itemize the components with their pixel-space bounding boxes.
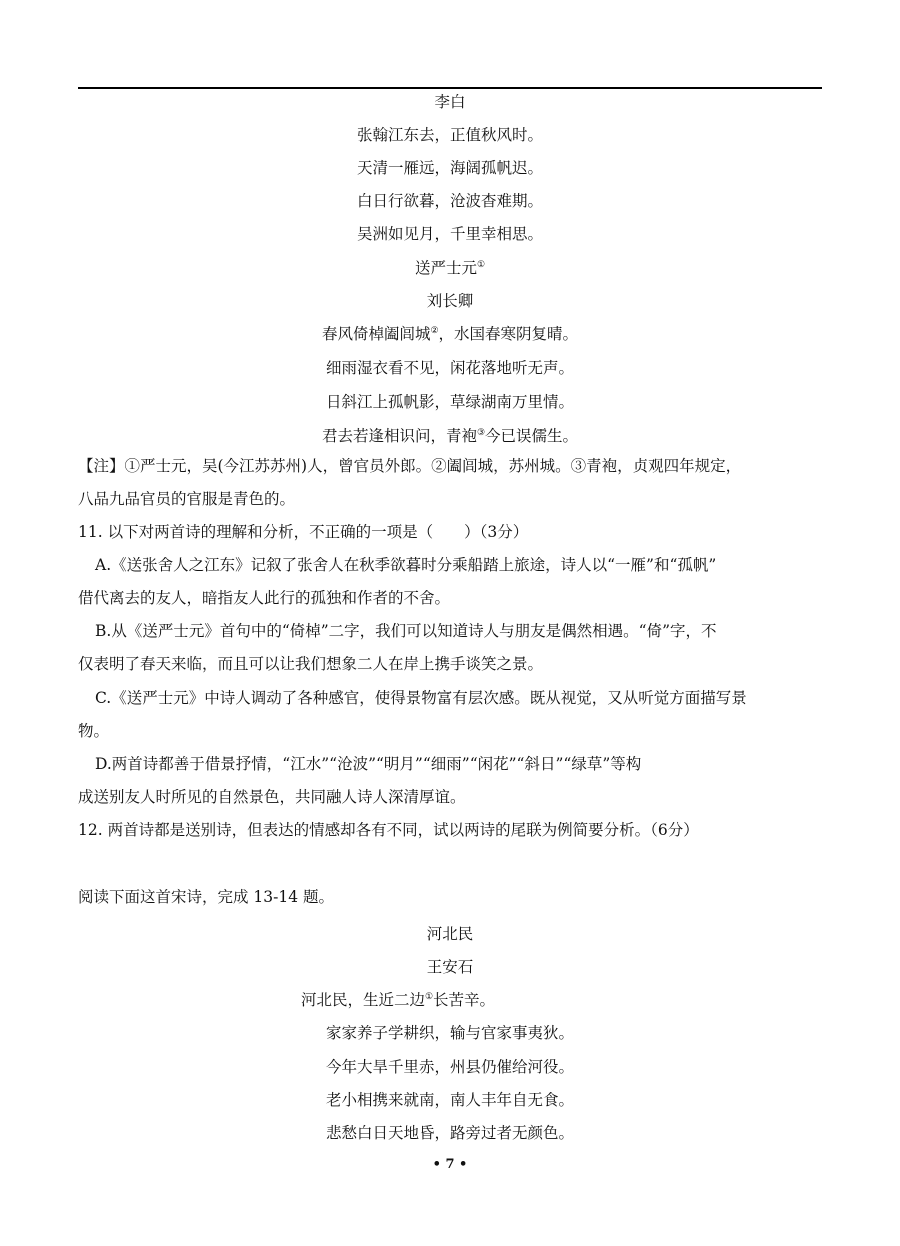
option-d-line-1: D.两首诗都善于借景抒情，“江水”“沧波”“明月”“细雨”“闲花”“斜日”“绿草”等构 — [95, 755, 642, 773]
poem1-line-1: 张翰江东去，正值秋风时。 — [356, 126, 543, 144]
poem3-line-2: 家家养子学耕织，输与官家事夷狄。 — [325, 1024, 574, 1042]
poem2-title-text: 送严士元 — [414, 259, 477, 277]
poem3-line-5: 悲愁白日天地昏，路旁过者无颜色。 — [325, 1124, 574, 1142]
header-rule — [78, 87, 822, 89]
option-a-line-2: 借代离去的友人，暗指友人此行的孤独和作者的不舍。 — [78, 589, 451, 607]
poem1-line-4: 吴洲如见月，千里幸相思。 — [356, 225, 543, 243]
poem3-line-1a: 河北民，生近二边 — [300, 991, 425, 1009]
poem2-line-4a: 君去若逢相识问，青袍 — [321, 427, 477, 445]
poem2-line-4-footnote: ③ — [476, 428, 486, 438]
poem2-line-1b: ，水国春寒阴复晴。 — [438, 325, 579, 343]
section-intro — [78, 881, 822, 914]
poem2-line-1 — [0, 322, 900, 344]
option-d-line-2: 成送别友人时所见的自然景色，共同融人诗人深清厚谊。 — [78, 788, 466, 806]
option-b-line-1: B.从《送严士元》首句中的“倚棹”二字，我们可以知道诗人与朋友是偶然相遇。“倚”字，不 — [95, 622, 717, 640]
poem2-line-3: 日斜江上孤帆影，草绿湖南万里情。 — [325, 393, 574, 411]
poem2-title — [0, 256, 900, 278]
option-c — [78, 682, 822, 748]
poem3-line-1b: 长苦辛。 — [433, 991, 496, 1009]
poem2-line-1-footnote: ② — [430, 326, 439, 336]
option-a-line-1: A.《送张舍人之江东》记叙了张舍人在秋季欲暮时分乘船踏上旅途，诗人以“一雁”和“孤帆” — [95, 556, 717, 574]
footnotes — [78, 450, 822, 516]
poem2-author: 刘长卿 — [426, 292, 474, 310]
poem2-line-4b: 今已误儒生。 — [485, 427, 579, 445]
poem1-line-2: 天清一雁远，海阔孤帆迟。 — [356, 159, 543, 177]
poem3-line-1-footnote: ① — [424, 992, 434, 1002]
option-b — [78, 615, 822, 681]
footnote-line-1: 【注】①严士元，吴(今江苏苏州)人，曾官员外郎。②阖闾城，苏州城。③青袍，贞观四年规定， — [78, 457, 742, 475]
poem1-author: 李白 — [434, 93, 466, 111]
footnote-line-2: 八品九品官员的官服是青色的。 — [78, 490, 296, 508]
option-d — [78, 748, 822, 814]
poem3-author: 王安石 — [426, 958, 474, 976]
question-11-stem — [78, 516, 822, 549]
option-a — [78, 549, 822, 615]
section-intro-text: 阅读下面这首宋诗，完成 13-14 题。 — [78, 888, 335, 906]
question-12-text: 12. 两首诗都是送别诗，但表达的情感却各有不同，试以两诗的尾联为例简要分析。（6分） — [78, 821, 699, 839]
poem2-title-footnote: ① — [476, 260, 486, 270]
question-11-text: 11. 以下对两首诗的理解和分析，不正确的一项是（ ）（3分） — [78, 523, 529, 541]
poem2-line-2: 细雨湿衣看不见，闲花落地听无声。 — [325, 359, 574, 377]
poem3-title: 河北民 — [426, 925, 474, 943]
page-number: • 7 • — [432, 1157, 468, 1172]
poem3-line-3: 今年大旱千里赤，州县仍催给河役。 — [325, 1058, 574, 1076]
option-b-line-2: 仅表明了春天来临，而且可以让我们想象二人在岸上携手谈笑之景。 — [78, 655, 544, 673]
option-c-line-2: 物。 — [78, 722, 110, 740]
question-12-stem — [78, 814, 822, 847]
poem2-line-4 — [0, 424, 900, 446]
poem1-line-3: 白日行欲暮，沧波杳难期。 — [356, 192, 543, 210]
poem3-line-4: 老小相携来就南，南人丰年自无食。 — [325, 1091, 574, 1109]
option-c-line-1: C.《送严士元》中诗人调动了各种感官，使得景物富有层次感。既从视觉，又从听觉方面描写景 — [95, 689, 747, 707]
poem3-line-1 — [0, 988, 848, 1010]
poem2-line-1a: 春风倚棹阖闾城 — [321, 325, 431, 343]
